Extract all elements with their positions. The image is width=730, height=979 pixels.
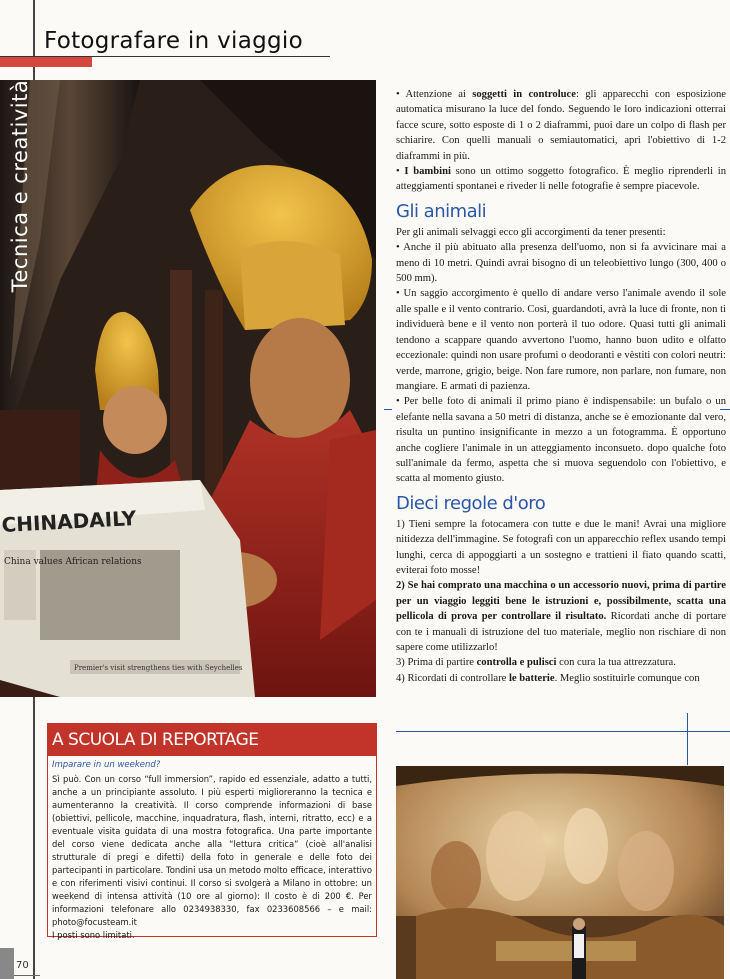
- text-run: Ricordati anche di portare con te i manuali di istruzione del tuo materiale, meglio non rischiare di non sapere come utilizzarlo!: [396, 611, 727, 653]
- margin-tick-left: [384, 409, 392, 410]
- section-label: Tecnica e creatività: [8, 79, 32, 293]
- animals-tip-closeup: • Per belle foto di animali il primo piano è indispensabile: un bufalo o un elefante nella savana a 50 metri di distanza, anche se è emozionante dal vero, risulta un puntino insignificante in mezzo a un fotogramma. È opportuno anche cogliere l'animale in un atteggiamento inconsueto. dopo qualche foto sull'animale da fermo, aspetta che si muova seguendolo con l'obiettivo, e scatta al momento giusto.: [396, 396, 726, 485]
- box-last-line: I posti sono limitati.: [52, 930, 135, 940]
- text-run: 3) Prima di partire: [396, 657, 477, 669]
- article-text-column: [396, 87, 726, 686]
- text-run: le batterie: [508, 672, 555, 684]
- text-run: I bambini: [404, 166, 451, 178]
- text-run: : gli apparecchi con esposizione automatica misurano la luce del fondo. Seguendo le loro indicazioni otterrai facce scure, sotto esposte di 1 o 2 diaframmi, puoi dare un colpo di flash per schiarire. Con quelli manuali o semiautomatici, apri l'obiettivo di 1-2 diaframmi in più.: [396, 89, 726, 162]
- animals-tip-distance: • Anche il più abituato alla presenza dell'uomo, non si fa avvicinare mai a meno di 10 metri. Quindi avrai bisogno di un teleobiettivo lungo (300, 400 o 500 mm).: [396, 242, 726, 285]
- rule-2: [396, 578, 726, 655]
- photo-monks-reading-newspaper: [0, 80, 376, 697]
- text-run: •: [396, 166, 405, 178]
- tip-backlight: [396, 87, 726, 164]
- newspaper-masthead: CHINADAILY: [1, 505, 137, 537]
- newspaper-caption-strip: Premier's visit strengthens ties with Seychelles: [74, 664, 243, 672]
- heading-ten-rules: Dieci regole d'oro: [396, 492, 546, 514]
- rule-4: [396, 671, 726, 686]
- box-title: A SCUOLA DI REPORTAGE: [48, 724, 376, 756]
- title-accent-bar: [0, 57, 92, 67]
- text-run: . Meglio sostituirle comunque con: [554, 672, 700, 684]
- margin-tick-right: [720, 409, 730, 410]
- text-run: • Attenzione ai: [396, 89, 473, 100]
- photo-fresco-ceiling: [396, 766, 724, 979]
- text-run: con cura la tua attrezzatura.: [556, 657, 676, 669]
- text-run: controlla e pulisci: [476, 657, 557, 669]
- page-title: Fotografare in viaggio: [44, 28, 303, 54]
- animals-tip-wind: • Un saggio accorgimento è quello di andare verso l'animale avendo il sole alle spalle e il vento contrario. Così, guardandoti, avrà la luce di fronte, non ti individuerà bene e il vento non porterà il tuo odore. Quasi tutti gli animali tendono a scappare quando avvertono l'uomo, hanno buon udito e olfatto eccezionale: quindi non usare profumi o deodoranti e vèstiti con colori neutri: verde, marrone, grigio, beige. Non fare rumore, non parlare, non fumare, non mangiare. E armati di pazienza.: [396, 288, 726, 392]
- rule-3: [396, 655, 726, 670]
- text-run: soggetti in controluce: [472, 89, 576, 100]
- page-number: 70: [16, 960, 29, 971]
- rule-1: 1) Tieni sempre la fotocamera con tutte e due le mani! Avrai una migliore nitidezza dell'immagine. Se fotografi con un apparecchio reflex usando tempi lunghi, cerca di appoggiarti a un sostegno e trattieni il fiato quando scatti, eviterai foto mosse!: [396, 518, 726, 576]
- text-run: 4) Ricordati di controllare: [396, 672, 509, 684]
- photo-fresco-illustration: [396, 766, 724, 979]
- box-subtitle: Imparare in un weekend?: [52, 760, 161, 770]
- reportage-school-box: [47, 723, 377, 940]
- text-run: sono un ottimo soggetto fotografico. È meglio riprenderli in atteggiamenti spontanei e riveder li nelle fotografie è sempre piacevole.: [396, 166, 726, 193]
- blue-rule-horizontal: [396, 731, 730, 732]
- photo-monks-illustration: [0, 80, 376, 697]
- page-number-rule: [14, 975, 40, 976]
- animals-intro: Per gli animali selvaggi ecco gli accorgimenti da tener presenti:: [396, 226, 666, 238]
- newspaper-headline: China values African relations: [4, 557, 142, 567]
- text-run: 2) Se hai comprato una macchina o un accessorio nuovi, prima di partire per un viaggio leggiti bene le istruzioni e, possibilmente, scatta una pellicola di prova per controllare il risultato.: [396, 580, 726, 623]
- heading-animals: Gli animali: [396, 200, 487, 222]
- tip-children: [396, 164, 726, 195]
- blue-rule-vertical: [687, 713, 688, 765]
- page-number-bar: [0, 948, 14, 979]
- box-body-text: Sì può. Con un corso “full immersion”, rapido ed essenziale, adatto a tutti, anche a un principiante assoluto. I più esperti miglioreranno la tecnica e aumenteranno la creatività. Il corso comprende informazioni di base (obiettivi, pellicole, macchine, inquadratura, flash, interni, ritratto, ecc) e a eventuale visita guidata di una mostra fotografica. Una parte importante del corso viene dedicata anche alla “lettura critica” (cioè all'analisi strutturale di pregi e difetti) della foto in generale e delle foto dei partecipanti in particolare. Tondini usa un metodo molto efficace, interattivo e con riferimenti visivi continui. Il corso si svolgerà a Milano in ottobre: un weekend di intensa attività (10 ore al giorno): Il costo è di 200 €. Per informazioni telefonare allo 0234938330, fax 0233608566 – e mail: photo@focusteam.it: [52, 774, 373, 927]
- box-body: [52, 773, 372, 942]
